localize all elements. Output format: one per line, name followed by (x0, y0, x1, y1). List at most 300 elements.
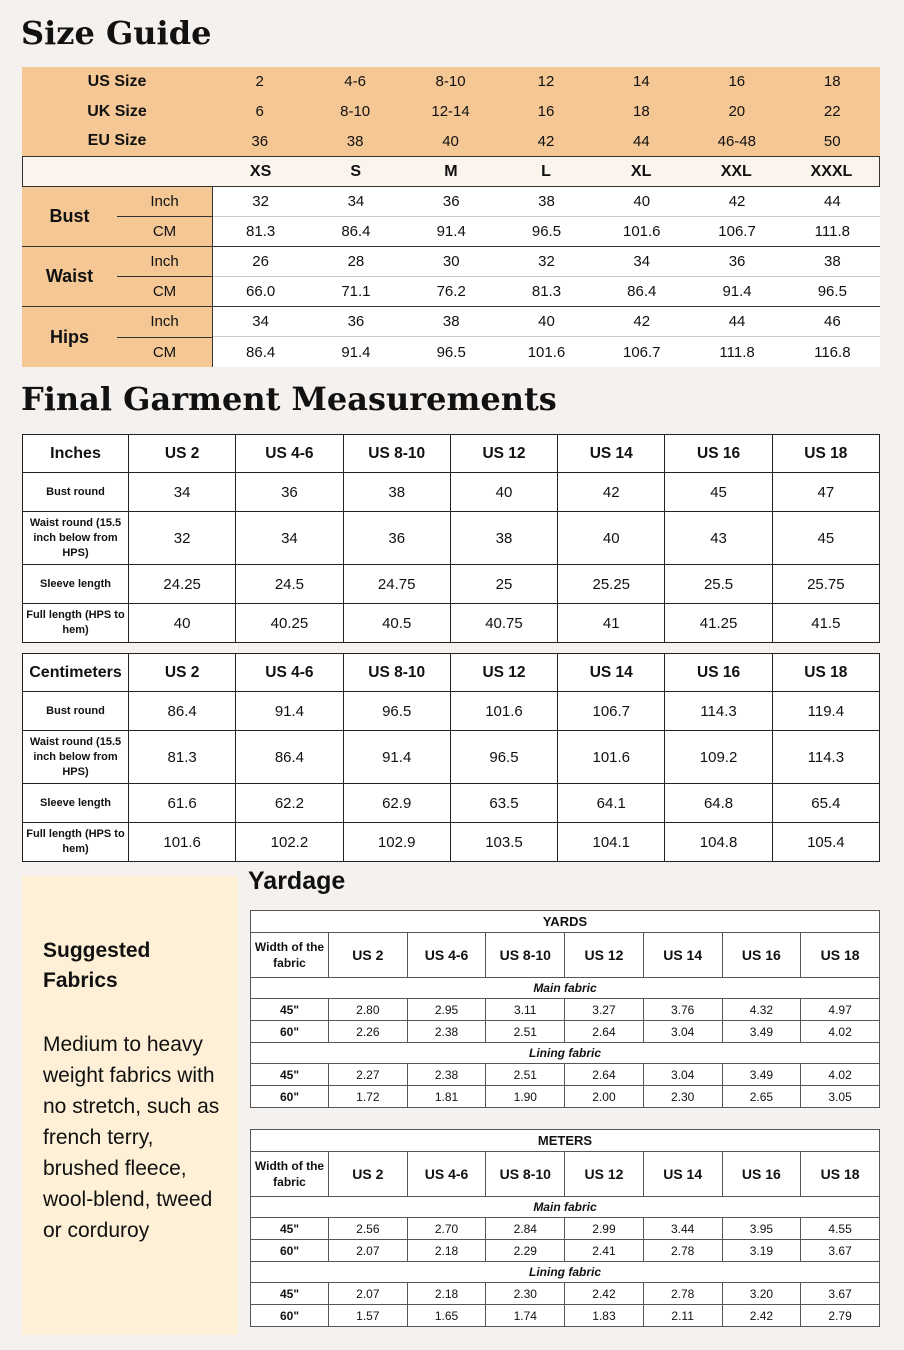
value-cell: 32 (129, 512, 236, 565)
letter-size-cell: L (541, 162, 551, 180)
size-cell: 6 (255, 103, 264, 121)
garment-cm-table (22, 653, 880, 862)
value-cell: 81.3 (129, 731, 236, 784)
value-cell: 25 (450, 565, 557, 604)
value-cell: 40.25 (236, 604, 343, 643)
cm-row (213, 217, 880, 247)
size-cell: 8-10 (435, 73, 466, 91)
uk-size-row (22, 97, 880, 127)
row-label: Full length (HPS to hem) (23, 604, 129, 643)
size-header: US 4-6 (236, 435, 343, 473)
value-cell: 3.05 (801, 1086, 880, 1108)
row-label: Full length (HPS to hem) (23, 823, 129, 862)
lining-section-row (251, 1043, 880, 1064)
value-cell: 2.42 (565, 1283, 644, 1305)
caption-row (251, 1130, 880, 1152)
value-cell: 34 (594, 247, 689, 277)
bust-block (22, 187, 880, 247)
value-cell: 3.04 (643, 1021, 722, 1043)
value-cell: 2.26 (329, 1021, 408, 1043)
value-cell: 42 (689, 187, 784, 217)
width-label: Width of the fabric (251, 933, 329, 978)
size-cell: 42 (537, 132, 555, 150)
size-cell: 16 (537, 103, 555, 121)
value-cell: 2.78 (643, 1283, 722, 1305)
size-header: US 14 (643, 1152, 722, 1197)
value-cell: 64.8 (665, 784, 772, 823)
value-cell: 2.30 (486, 1283, 565, 1305)
yardage-title: Yardage (248, 867, 346, 895)
header-row (23, 654, 880, 692)
table-row (23, 512, 880, 565)
size-header: US 8-10 (343, 435, 450, 473)
value-cell: 36 (343, 512, 450, 565)
value-cell: 114.3 (772, 731, 879, 784)
value-cell: 32 (213, 187, 308, 217)
hips-block (22, 307, 880, 367)
value-cell: 2.41 (565, 1240, 644, 1262)
value-cell: 61.6 (129, 784, 236, 823)
header-row (23, 435, 880, 473)
value-cell: 91.4 (343, 731, 450, 784)
uk-size-label: UK Size (87, 102, 147, 120)
value-cell: 1.72 (329, 1086, 408, 1108)
value-cell: 4.97 (801, 999, 880, 1021)
suggested-fabrics-title: Suggested Fabrics (43, 939, 151, 992)
us-size-row (22, 67, 880, 97)
main-section-row (251, 1197, 880, 1218)
size-header: US 2 (329, 933, 408, 978)
table-row (23, 565, 880, 604)
value-cell: 86.4 (129, 692, 236, 731)
value-cell: 91.4 (341, 343, 371, 361)
value-cell: 40 (558, 512, 665, 565)
value-cell: 42 (558, 473, 665, 512)
size-header: US 8-10 (343, 654, 450, 692)
value-cell: 3.44 (643, 1218, 722, 1240)
value-cell: 1.81 (407, 1086, 486, 1108)
value-cell: 101.6 (622, 222, 661, 240)
value-cell: 34 (129, 473, 236, 512)
value-cell: 40.75 (450, 604, 557, 643)
unit-cm-label: CM (152, 343, 177, 361)
value-cell: 101.6 (527, 343, 566, 361)
width-label: Width of the fabric (251, 1152, 329, 1197)
size-guide-title: Size Guide (21, 14, 212, 52)
size-header: US 16 (722, 933, 801, 978)
value-cell: 103.5 (450, 823, 557, 862)
row-label: Sleeve length (23, 784, 129, 823)
value-cell: 96.5 (531, 222, 562, 240)
width-cell: 45" (251, 1218, 329, 1240)
value-cell: 36 (308, 307, 403, 337)
eu-size-label: EU Size (87, 132, 147, 150)
table-row (23, 823, 880, 862)
unit-cm-label: CM (152, 223, 177, 241)
size-header: US 2 (329, 1152, 408, 1197)
value-cell: 106.7 (718, 222, 756, 240)
cm-row (213, 277, 880, 307)
value-cell: 3.19 (722, 1240, 801, 1262)
size-cell: 18 (633, 103, 650, 121)
size-cell: 18 (823, 73, 841, 91)
value-cell: 38 (450, 512, 557, 565)
garment-inches-table (22, 434, 880, 643)
table-row (251, 1021, 880, 1043)
value-cell: 28 (308, 247, 403, 277)
value-cell: 2.64 (565, 1021, 644, 1043)
measurement-name: Bust (22, 187, 117, 246)
value-cell: 40 (594, 187, 689, 217)
unit-cm-label: CM (152, 283, 177, 301)
value-cell: 2.30 (643, 1086, 722, 1108)
value-cell: 36 (404, 187, 499, 217)
letter-size-cell: XL (630, 162, 652, 180)
value-cell: 109.2 (665, 731, 772, 784)
size-header: US 16 (665, 435, 772, 473)
value-cell: 38 (404, 307, 499, 337)
width-cell: 45" (251, 1064, 329, 1086)
size-header: US 2 (129, 435, 236, 473)
value-cell: 91.4 (722, 282, 752, 300)
value-cell: 2.00 (565, 1086, 644, 1108)
value-cell: 4.02 (801, 1064, 880, 1086)
table-row (251, 1283, 880, 1305)
value-cell: 38 (785, 247, 880, 277)
letter-size-cell: XXXL (810, 162, 853, 180)
main-section-row (251, 978, 880, 999)
table-row (23, 604, 880, 643)
unit-column (117, 247, 213, 306)
value-cell: 38 (499, 187, 594, 217)
inch-row (213, 187, 880, 217)
letter-size-cell: XXL (720, 162, 752, 180)
yardage-meters-table (250, 1129, 880, 1327)
row-label: Bust round (23, 692, 129, 731)
value-cell: 2.42 (722, 1305, 801, 1327)
value-cell: 1.57 (329, 1305, 408, 1327)
size-header: US 12 (450, 654, 557, 692)
value-cell: 62.9 (343, 784, 450, 823)
size-header: US 14 (558, 654, 665, 692)
size-header: US 12 (450, 435, 557, 473)
value-cell: 91.4 (436, 222, 466, 240)
value-cell: 47 (772, 473, 879, 512)
value-cell: 1.65 (407, 1305, 486, 1327)
size-cell: 16 (728, 73, 746, 91)
us-size-label: US Size (87, 72, 147, 90)
value-cell: 2.38 (407, 1064, 486, 1086)
lining-fabric-label: Lining fabric (251, 1262, 880, 1283)
unit-inch-label: Inch (117, 247, 212, 277)
value-cell: 25.75 (772, 565, 879, 604)
width-cell: 60" (251, 1021, 329, 1043)
value-cell: 76.2 (436, 282, 466, 300)
body-measurements (22, 187, 880, 367)
size-cell: 8-10 (340, 103, 371, 121)
value-cell: 63.5 (450, 784, 557, 823)
value-cell: 43 (665, 512, 772, 565)
value-cell: 44 (689, 307, 784, 337)
value-cell: 26 (213, 247, 308, 277)
value-cell: 24.5 (236, 565, 343, 604)
letter-size-cell: XS (249, 162, 272, 180)
value-cell: 2.07 (329, 1283, 408, 1305)
value-cell: 24.25 (129, 565, 236, 604)
measurement-name: Hips (22, 307, 117, 367)
value-cell: 116.8 (814, 343, 851, 361)
value-cell: 86.4 (627, 282, 657, 300)
letter-size-cell: S (350, 162, 362, 180)
value-cell: 36 (689, 247, 784, 277)
value-cell: 2.29 (486, 1240, 565, 1262)
size-guide-table (22, 67, 880, 367)
size-cell: 40 (442, 132, 459, 150)
value-cell: 2.51 (486, 1021, 565, 1043)
value-cell: 62.2 (236, 784, 343, 823)
size-header: US 2 (129, 654, 236, 692)
unit-inch-label: Inch (117, 187, 212, 217)
size-header-row (251, 1152, 880, 1197)
value-cell: 86.4 (246, 343, 276, 361)
value-cell: 34 (308, 187, 403, 217)
value-cell: 105.4 (772, 823, 879, 862)
value-cell: 3.49 (722, 1064, 801, 1086)
value-cell: 32 (499, 247, 594, 277)
value-cell: 106.7 (622, 343, 661, 361)
letter-size-row (22, 156, 880, 187)
value-cell: 25.25 (558, 565, 665, 604)
value-cell: 34 (213, 307, 308, 337)
size-cell: 2 (255, 73, 264, 91)
size-header: US 14 (558, 435, 665, 473)
table-row (251, 1305, 880, 1327)
size-header: US 4-6 (407, 1152, 486, 1197)
size-header: US 4-6 (407, 933, 486, 978)
row-label: Sleeve length (23, 565, 129, 604)
size-cell: 20 (728, 103, 746, 121)
value-cell: 96.5 (450, 731, 557, 784)
value-cell: 3.04 (643, 1064, 722, 1086)
unit-header: Centimeters (23, 654, 129, 692)
measurement-values (213, 307, 880, 367)
value-cell: 2.56 (329, 1218, 408, 1240)
cm-row (213, 337, 880, 367)
value-cell: 3.49 (722, 1021, 801, 1043)
value-cell: 106.7 (558, 692, 665, 731)
eu-size-row (22, 126, 880, 156)
measurement-name: Waist (22, 247, 117, 306)
value-cell: 2.84 (486, 1218, 565, 1240)
size-cell: 44 (633, 132, 650, 150)
suggested-fabrics-panel (22, 876, 238, 1335)
value-cell: 2.79 (801, 1305, 880, 1327)
measurement-values (213, 247, 880, 306)
value-cell: 119.4 (772, 692, 879, 731)
value-cell: 81.3 (246, 222, 276, 240)
table-row (23, 784, 880, 823)
row-label: Waist round (15.5 inch below from HPS) (23, 731, 129, 784)
value-cell: 41.25 (665, 604, 772, 643)
table-row (251, 1064, 880, 1086)
size-cell: 22 (823, 103, 841, 121)
value-cell: 34 (236, 512, 343, 565)
value-cell: 3.95 (722, 1218, 801, 1240)
size-cell: 36 (251, 132, 269, 150)
value-cell: 3.67 (801, 1283, 880, 1305)
value-cell: 2.80 (329, 999, 408, 1021)
lining-fabric-label: Lining fabric (251, 1043, 880, 1064)
value-cell: 114.3 (665, 692, 772, 731)
value-cell: 86.4 (341, 222, 371, 240)
value-cell: 2.51 (486, 1064, 565, 1086)
size-header: US 18 (801, 933, 880, 978)
value-cell: 46 (785, 307, 880, 337)
value-cell: 41.5 (772, 604, 879, 643)
size-cell: 50 (823, 132, 841, 150)
value-cell: 91.4 (236, 692, 343, 731)
row-label: Bust round (23, 473, 129, 512)
value-cell: 101.6 (129, 823, 236, 862)
table-row (251, 1218, 880, 1240)
size-header: US 12 (565, 933, 644, 978)
size-cell: 4-6 (344, 73, 366, 91)
size-header: US 18 (801, 1152, 880, 1197)
value-cell: 3.76 (643, 999, 722, 1021)
value-cell: 2.70 (407, 1218, 486, 1240)
value-cell: 101.6 (558, 731, 665, 784)
table-row (251, 1240, 880, 1262)
value-cell: 30 (404, 247, 499, 277)
waist-block (22, 247, 880, 307)
value-cell: 2.11 (643, 1305, 722, 1327)
size-header: US 18 (772, 435, 879, 473)
value-cell: 4.02 (801, 1021, 880, 1043)
size-cell: 46-48 (717, 132, 756, 150)
value-cell: 2.65 (722, 1086, 801, 1108)
value-cell: 36 (236, 473, 343, 512)
table-row (23, 731, 880, 784)
value-cell: 2.27 (329, 1064, 408, 1086)
value-cell: 45 (772, 512, 879, 565)
inch-row (213, 307, 880, 337)
value-cell: 111.8 (814, 222, 850, 240)
value-cell: 64.1 (558, 784, 665, 823)
yardage-yards-table (250, 910, 880, 1108)
measurement-values (213, 187, 880, 246)
suggested-fabrics-text: Medium to heavy weight fabrics with no stretch, such as french terry, brushed fleece, wool-blend, tweed or corduroy (43, 1033, 220, 1242)
value-cell: 38 (343, 473, 450, 512)
lining-section-row (251, 1262, 880, 1283)
value-cell: 3.67 (801, 1240, 880, 1262)
value-cell: 102.9 (343, 823, 450, 862)
size-header-row (251, 933, 880, 978)
width-cell: 45" (251, 999, 329, 1021)
value-cell: 40 (450, 473, 557, 512)
size-cell: 12 (537, 73, 555, 91)
value-cell: 42 (594, 307, 689, 337)
unit-column (117, 307, 213, 367)
value-cell: 96.5 (436, 343, 466, 361)
value-cell: 96.5 (343, 692, 450, 731)
value-cell: 2.18 (407, 1240, 486, 1262)
row-label: Waist round (15.5 inch below from HPS) (23, 512, 129, 565)
value-cell: 41 (558, 604, 665, 643)
value-cell: 104.8 (665, 823, 772, 862)
unit-column (117, 187, 213, 246)
size-header: US 16 (722, 1152, 801, 1197)
main-fabric-label: Main fabric (251, 978, 880, 999)
size-cell: 38 (346, 132, 364, 150)
value-cell: 4.32 (722, 999, 801, 1021)
table-caption: YARDS (251, 911, 880, 933)
width-cell: 60" (251, 1240, 329, 1262)
value-cell: 2.95 (407, 999, 486, 1021)
value-cell: 40 (129, 604, 236, 643)
value-cell: 25.5 (665, 565, 772, 604)
value-cell: 2.18 (407, 1283, 486, 1305)
size-header: US 4-6 (236, 654, 343, 692)
unit-inch-label: Inch (117, 307, 212, 338)
value-cell: 101.6 (450, 692, 557, 731)
size-cell: 12-14 (431, 103, 470, 121)
width-cell: 60" (251, 1086, 329, 1108)
table-row (23, 473, 880, 512)
value-cell: 102.2 (236, 823, 343, 862)
table-row (23, 692, 880, 731)
size-header: US 12 (565, 1152, 644, 1197)
value-cell: 2.78 (643, 1240, 722, 1262)
value-cell: 66.0 (246, 282, 276, 300)
value-cell: 111.8 (719, 343, 755, 361)
value-cell: 44 (785, 187, 880, 217)
letter-size-cell: M (444, 162, 458, 180)
size-header: US 18 (772, 654, 879, 692)
table-row (251, 1086, 880, 1108)
value-cell: 86.4 (236, 731, 343, 784)
final-garment-title: Final Garment Measurements (21, 380, 557, 418)
size-conversion-band (22, 67, 880, 156)
value-cell: 2.99 (565, 1218, 644, 1240)
value-cell: 24.75 (343, 565, 450, 604)
value-cell: 4.55 (801, 1218, 880, 1240)
value-cell: 65.4 (772, 784, 879, 823)
table-caption: METERS (251, 1130, 880, 1152)
width-cell: 45" (251, 1283, 329, 1305)
inch-row (213, 247, 880, 277)
main-fabric-label: Main fabric (251, 1197, 880, 1218)
value-cell: 3.11 (486, 999, 565, 1021)
value-cell: 40 (499, 307, 594, 337)
width-cell: 60" (251, 1305, 329, 1327)
value-cell: 1.74 (486, 1305, 565, 1327)
value-cell: 1.83 (565, 1305, 644, 1327)
value-cell: 3.20 (722, 1283, 801, 1305)
value-cell: 3.27 (565, 999, 644, 1021)
size-header: US 16 (665, 654, 772, 692)
size-cell: 14 (633, 73, 650, 91)
table-row (251, 999, 880, 1021)
size-header: US 8-10 (486, 1152, 565, 1197)
caption-row (251, 911, 880, 933)
value-cell: 71.1 (341, 282, 371, 300)
unit-header: Inches (23, 435, 129, 473)
value-cell: 1.90 (486, 1086, 565, 1108)
value-cell: 81.3 (531, 282, 562, 300)
size-header: US 8-10 (486, 933, 565, 978)
value-cell: 45 (665, 473, 772, 512)
value-cell: 2.38 (407, 1021, 486, 1043)
